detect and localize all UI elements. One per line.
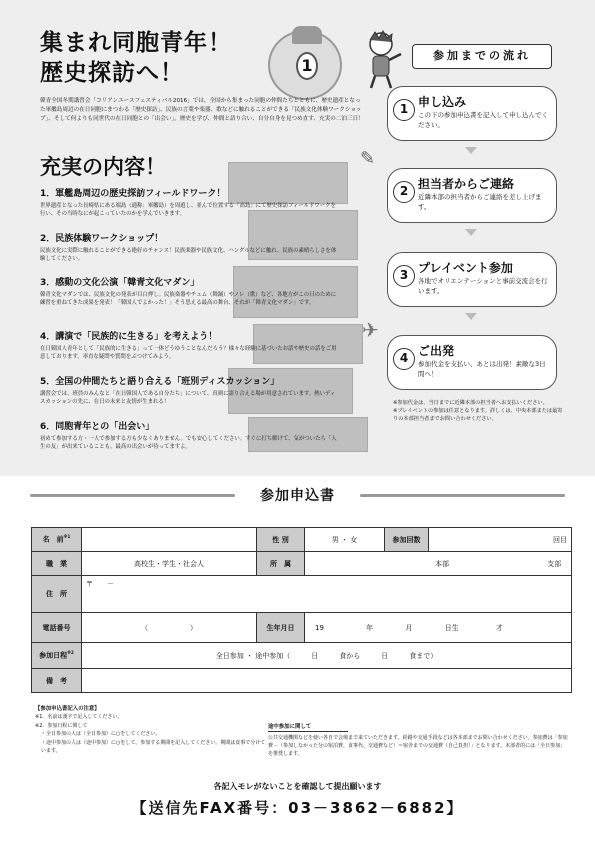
flow-step-3 bbox=[387, 252, 557, 307]
step-title: ご出発 bbox=[418, 344, 455, 358]
caution-line: ※2．参加日程に関して bbox=[35, 722, 88, 729]
flow-step-2 bbox=[387, 168, 557, 223]
flow-banner: 参加までの流れ bbox=[412, 44, 552, 69]
step-number: 4 bbox=[393, 348, 415, 370]
content-item-title: 3．感動の文化公演「韓青文化マダン」 bbox=[40, 278, 200, 288]
headline bbox=[40, 28, 232, 88]
step-title: 担当者からご連絡 bbox=[418, 177, 515, 191]
content-item-desc: 在日韓国人青年として「民族的に生きる」って一体どうゆうことなんだろう？様々な経験に基づいたお話や歴史の話をご用意しております。率直な疑問や質問をぶつけてみよう。 bbox=[40, 346, 337, 361]
remarks-field[interactable] bbox=[82, 669, 572, 693]
airplane-icon: ✈ bbox=[362, 318, 379, 342]
content-item-title: 4．講演で「民族的に生きる」を考えよう！ bbox=[40, 332, 218, 342]
count-field[interactable]: 回目 bbox=[429, 528, 572, 552]
step-desc: この下の参加申込書を記入して申し込んでください。 bbox=[418, 111, 548, 129]
step-number: 1 bbox=[393, 99, 415, 121]
step-desc: 各地でオリエンテーションと事前交流会を行います。 bbox=[418, 277, 548, 295]
submit-check-note: 各記入モレがないことを確認して提出願います bbox=[213, 782, 382, 791]
job-label: 職 業 bbox=[32, 552, 82, 576]
caution-line: ※1．名前は漢字で記入してください。 bbox=[35, 714, 123, 721]
intro-text: 韓青全国冬期講習会「コリアンユースフェスティバル2016」では、全国から集まった同胞の仲間たちとともに、歴史遺産となった軍艦島周辺の在日同胞にまつわる「歴史探訪」、民族の言葉や楽器、歌などに触れることができる「民族文化体験ワークショップ」、そして何よりも同世代の在日同胞との「出会い」。歴史を学び、仲間と語り合い、自分自身を見つめ直す、充実の二泊三日！ bbox=[40, 98, 364, 122]
birth-label: 生年月日 bbox=[257, 613, 305, 643]
flow-notes bbox=[393, 400, 565, 423]
flow-note: ※プレイベントの参加は任意となります。詳しくは、中央本部または最寄りの本部担当者までお問い合わせください。 bbox=[393, 407, 563, 422]
content-item-6 bbox=[40, 419, 340, 452]
postal-code: 〒 － bbox=[86, 580, 114, 588]
flow-note: ※参加代金は、当日までに近隣本部の担当者へお支払いください。 bbox=[393, 400, 548, 406]
schedule-label: 参加日程$^{※2}$ bbox=[32, 643, 82, 669]
headline-line2: 歴史探訪へ！ bbox=[40, 60, 184, 86]
fax-number: 【送信先FAX番号：03－3862－6882】 bbox=[131, 799, 464, 817]
content-item-desc: 世界遺産となった長崎県にある端島（通称：軍艦島）を周遊し、並んで位置する「高島」にて歴史探訪フィールドワークを行い、その当時なにが起こっていたのかを学んでいきます。 bbox=[40, 203, 336, 218]
caution-line: ・全日参加の人は（全日参加）に○をしてください。 bbox=[41, 731, 161, 738]
headline-line1: 集まれ同胞青年！ bbox=[40, 30, 232, 56]
content-item-2 bbox=[40, 231, 340, 264]
down-arrow-icon bbox=[465, 313, 477, 320]
remarks-label: 備 考 bbox=[32, 669, 82, 693]
caution-line: ・途中参加の人は（途中参加）に○をして、参加する期間を記入してください。期間は食事で分けています。 bbox=[41, 739, 266, 755]
affiliation-label: 所 属 bbox=[257, 552, 305, 576]
down-arrow-icon bbox=[465, 147, 477, 154]
content-item-desc: 初めて参加する方・一人で参加する方も少なくありません。でも安心してください。すぐに打ち解けて、気がついたら「人生の友」が出来ていることも。最高の出会いが待ってますよ。 bbox=[40, 436, 337, 451]
caution-title: 【参加申込書記入の注意】 bbox=[35, 706, 100, 712]
mascot-logo-icon: 1 bbox=[268, 30, 342, 100]
midway-text: 公共交通機関などを使い各自で会場まで来ていただきます。経路や交通手段などは各本部までお問い合わせください。参加費は「参加費－（参加しなかった分の宿泊費、食事代、交通費など）＝宿舎までの交通費（自己負担）」となります。本部者的には「全日参加」を推奨します。 bbox=[268, 735, 568, 757]
content-item-title: 6．同胞青年との「出会い」 bbox=[40, 422, 155, 432]
phone-field[interactable]: （ ） bbox=[82, 613, 257, 643]
title-bar-right bbox=[360, 494, 565, 497]
step-desc: 近隣本部の担当者からご連絡を差し上げます。 bbox=[418, 193, 542, 211]
content-item-title: 5．全国の仲間たちと語り合える「班別ディスカッション」 bbox=[40, 377, 280, 387]
step-number: 3 bbox=[393, 265, 415, 287]
application-form bbox=[31, 527, 572, 693]
affiliation-hq: 本部 bbox=[435, 559, 449, 568]
affiliation-branch: 支部 bbox=[547, 559, 562, 568]
content-item-desc: 講習会では、班員のみんなと「在日韓国人である自分たち」について、真剣に語り合える場が用意されています。熱いディスカッションの先に、在日の未来と友情が生まれる！ bbox=[40, 391, 336, 406]
address-field[interactable] bbox=[82, 576, 572, 613]
count-label: 参加回数 bbox=[385, 528, 429, 552]
address-label: 住 所 bbox=[32, 576, 82, 613]
job-field[interactable]: 高校生・学生・社会人 bbox=[82, 552, 257, 576]
down-arrow-icon bbox=[465, 229, 477, 236]
pointing-boy-icon bbox=[361, 30, 403, 90]
content-item-title: 1．軍艦島周辺の歴史探訪フィールドワーク！ bbox=[40, 189, 226, 199]
gender-label: 性 別 bbox=[257, 528, 305, 552]
affiliation-field[interactable] bbox=[305, 552, 572, 576]
form-title: 参加申込書 bbox=[260, 488, 335, 504]
content-item-1 bbox=[40, 186, 340, 219]
phone-label: 電話番号 bbox=[32, 613, 82, 643]
midway-info bbox=[268, 723, 570, 758]
content-item-title: 2．民族体験ワークショップ！ bbox=[40, 234, 164, 244]
pen-icon: ✎ bbox=[360, 148, 376, 169]
flow-step-4 bbox=[387, 335, 557, 390]
name-field[interactable] bbox=[82, 528, 257, 552]
section-title: 充実の内容！ bbox=[40, 155, 166, 179]
step-title: プレイベント参加 bbox=[418, 261, 513, 275]
name-label: 名 前$^{※1}$ bbox=[32, 528, 82, 552]
step-title: 申し込み bbox=[418, 95, 467, 109]
content-item-5 bbox=[40, 374, 340, 407]
birth-field[interactable]: 19 年 月 日生 才 bbox=[305, 613, 572, 643]
flow-step-1 bbox=[387, 86, 557, 141]
content-item-4 bbox=[40, 329, 340, 362]
form-caution bbox=[35, 705, 270, 755]
step-number: 2 bbox=[393, 181, 415, 203]
content-item-desc: 民族文化に実際に触れることができる絶好のチャンス！民族楽器や民族文化、ハングルなどに触れ、民族の素晴らしさを体験してください。 bbox=[40, 248, 337, 263]
midway-title: 途中参加に関して bbox=[268, 723, 348, 732]
content-item-desc: 韓青文化マダンでは、民族文化の発表が目白押し。民族楽器やチュム（舞踊）やノレ（歌）など、各地方がこの日のために練習を重ねてきた成果を発表！「韓国人でよかった！」そう思える最高の舞台、それが「韓青文化マダン」です。 bbox=[40, 292, 337, 307]
step-desc: 参加代金を支払い、あとは出発！素敵な3日間へ！ bbox=[418, 360, 546, 378]
gender-field[interactable]: 男 ・ 女 bbox=[305, 528, 385, 552]
content-item-3 bbox=[40, 275, 340, 308]
schedule-field[interactable]: 全日参加 ・ 途中参加（ 日 食から 日 食まで） bbox=[82, 643, 572, 669]
